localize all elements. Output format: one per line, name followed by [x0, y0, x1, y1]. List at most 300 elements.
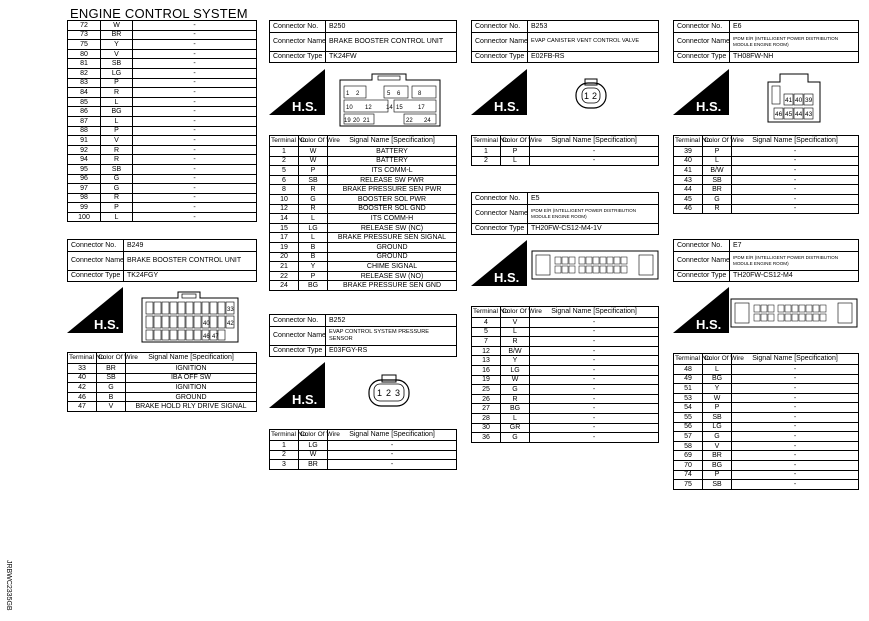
terminal-no-cell: 12	[270, 204, 299, 214]
signal-name-cell: -	[732, 204, 859, 214]
signal-name-header: Signal Name [Specification]	[530, 136, 659, 147]
wire-color-cell: L	[101, 97, 133, 107]
table-row	[68, 40, 257, 50]
terminal-no-cell: 19	[472, 375, 501, 385]
connector-name-label: Connector Name	[68, 251, 124, 270]
connector-name-label: Connector Name	[472, 204, 528, 223]
svg-text:39: 39	[805, 97, 813, 104]
terminal-no-cell: 98	[68, 193, 101, 203]
svg-text:43: 43	[805, 111, 813, 118]
table-row	[68, 97, 257, 107]
signal-name-cell: -	[530, 327, 659, 337]
svg-text:H.S.: H.S.	[696, 99, 722, 114]
wire-color-cell: SB	[101, 59, 133, 69]
connector-no-value: E6	[730, 21, 859, 33]
wire-color-cell: GR	[501, 423, 530, 433]
signal-name-cell: BATTERY	[328, 147, 457, 157]
connector-no-label: Connector No.	[472, 193, 528, 205]
connector-name-value: IPDM E/R (INTELLIGENT POWER DISTRIBUTION MODULE ENGINE ROOM)	[730, 251, 859, 270]
terminal-no-cell: 10	[270, 195, 299, 205]
svg-text:45: 45	[785, 111, 793, 118]
table-row	[270, 166, 457, 176]
terminal-table-b249	[67, 352, 257, 412]
signal-name-cell: -	[732, 480, 859, 490]
wire-color-cell: P	[101, 78, 133, 88]
signal-name-cell: -	[732, 374, 859, 384]
signal-name-cell: RELEASE SW (NO)	[328, 271, 457, 281]
connector-no-value: B250	[326, 21, 457, 33]
terminal-no-cell: 94	[68, 155, 101, 165]
signal-name-cell: -	[530, 413, 659, 423]
connector-type-label: Connector Type	[674, 270, 730, 282]
table-row	[68, 164, 257, 174]
table-row	[270, 460, 457, 470]
connector-no-label: Connector No.	[270, 315, 326, 327]
wire-color-cell: L	[299, 214, 328, 224]
terminal-no-cell: 57	[674, 432, 703, 442]
wire-color-header: Color Of Wire	[703, 354, 732, 365]
connector-face-b250	[338, 72, 442, 133]
terminal-no-cell: 19	[270, 242, 299, 252]
svg-text:5: 5	[387, 91, 391, 97]
wire-color-cell: L	[501, 156, 530, 166]
table-row	[68, 392, 257, 402]
signal-name-cell: -	[133, 30, 257, 40]
signal-name-cell: -	[133, 174, 257, 184]
table-row	[270, 281, 457, 291]
signal-name-header: Signal Name [Specification]	[328, 136, 457, 147]
wire-color-cell: LG	[299, 441, 328, 451]
wire-color-cell: LG	[101, 68, 133, 78]
terminal-no-cell: 83	[68, 78, 101, 88]
wire-color-cell: R	[501, 337, 530, 347]
signal-name-cell: -	[732, 441, 859, 451]
svg-text:41: 41	[785, 97, 793, 104]
signal-name-cell: BOOSTER SOL GND	[328, 204, 457, 214]
signal-name-cell: -	[133, 164, 257, 174]
svg-text:22: 22	[406, 118, 413, 124]
table-row	[68, 88, 257, 98]
table-row	[68, 107, 257, 117]
connector-type-label: Connector Type	[68, 270, 124, 282]
svg-text:46: 46	[203, 334, 210, 340]
terminal-no-cell: 95	[68, 164, 101, 174]
terminal-no-cell: 100	[68, 212, 101, 222]
wire-color-cell: G	[703, 195, 732, 205]
connector-name-label: Connector Name	[674, 251, 730, 270]
page-title: ENGINE CONTROL SYSTEM	[70, 6, 248, 21]
terminal-no-cell: 75	[68, 40, 101, 50]
table-row	[68, 364, 257, 374]
signal-name-cell: BATTERY	[328, 156, 457, 166]
table-row	[270, 271, 457, 281]
terminal-no-cell: 72	[68, 21, 101, 31]
table-row	[472, 413, 659, 423]
table-row	[68, 116, 257, 126]
terminal-no-cell: 8	[270, 185, 299, 195]
svg-text:44: 44	[795, 111, 803, 118]
signal-name-cell: -	[732, 460, 859, 470]
signal-name-cell: -	[732, 432, 859, 442]
signal-name-cell: -	[732, 413, 859, 423]
signal-name-cell: -	[328, 460, 457, 470]
wire-color-cell: V	[101, 136, 133, 146]
wire-color-cell: G	[101, 184, 133, 194]
svg-text:H.S.: H.S.	[696, 317, 722, 332]
table-row	[472, 385, 659, 395]
table-row	[270, 156, 457, 166]
wire-color-cell: BG	[501, 404, 530, 414]
terminal-no-cell: 88	[68, 126, 101, 136]
wire-color-cell: B	[299, 242, 328, 252]
signal-name-cell: -	[133, 68, 257, 78]
terminal-no-cell: 97	[68, 184, 101, 194]
connector-type-label: Connector Type	[472, 51, 528, 63]
hs-badge-e5	[471, 240, 527, 291]
table-row	[68, 174, 257, 184]
signal-name-cell: -	[133, 203, 257, 213]
signal-name-cell: -	[328, 450, 457, 460]
terminal-no-cell: 58	[674, 441, 703, 451]
connector-no-value: E7	[730, 240, 859, 252]
table-row	[270, 147, 457, 157]
table-row	[472, 147, 659, 157]
table-row	[674, 451, 859, 461]
terminal-no-cell: 46	[68, 392, 97, 402]
signal-name-cell: -	[133, 155, 257, 165]
terminal-table-e7	[673, 353, 859, 490]
signal-name-cell: -	[530, 404, 659, 414]
hs-badge-b252	[269, 362, 325, 413]
connector-type-label: Connector Type	[270, 345, 326, 357]
connector-face-e6	[766, 72, 822, 129]
svg-text:19: 19	[344, 118, 351, 124]
table-row	[674, 156, 859, 166]
table-row	[674, 147, 859, 157]
terminal-no-cell: 84	[68, 88, 101, 98]
connector-type-value: E02FB-RS	[528, 51, 659, 63]
table-row	[674, 441, 859, 451]
terminal-table-e6	[673, 135, 859, 214]
wire-color-cell: SB	[97, 373, 126, 383]
terminal-no-cell: 28	[472, 413, 501, 423]
terminal-no-cell: 70	[674, 460, 703, 470]
wire-color-cell: W	[299, 156, 328, 166]
connector-type-value: TK24FGY	[124, 270, 257, 282]
signal-name-header: Signal Name [Specification]	[732, 354, 859, 365]
connector-name-label: Connector Name	[674, 32, 730, 51]
hs-badge-b249	[67, 287, 123, 338]
terminal-no-cell: 49	[674, 374, 703, 384]
terminal-no-cell: 27	[472, 404, 501, 414]
terminal-no-cell: 44	[674, 185, 703, 195]
wire-color-cell: SB	[703, 413, 732, 423]
table-row	[68, 383, 257, 393]
signal-name-header: Signal Name [Specification]	[530, 307, 659, 318]
table-row	[674, 374, 859, 384]
signal-name-cell: -	[133, 88, 257, 98]
svg-text:2: 2	[386, 388, 392, 398]
signal-name-cell: -	[530, 337, 659, 347]
table-row	[68, 184, 257, 194]
terminal-no-cell: 26	[472, 394, 501, 404]
connector-type-value: TH08FW-NH	[730, 51, 859, 63]
signal-name-cell: -	[530, 356, 659, 366]
terminal-no-header: Terminal No.	[674, 354, 703, 365]
table-row	[674, 384, 859, 394]
table-row	[270, 441, 457, 451]
wire-color-cell: P	[501, 147, 530, 157]
table-row	[270, 233, 457, 243]
table-row	[68, 203, 257, 213]
wire-color-cell: W	[299, 147, 328, 157]
connector-name-value: EVAP CANISTER VENT CONTROL VALVE	[528, 32, 659, 51]
terminal-no-cell: 4	[472, 318, 501, 328]
svg-text:1: 1	[346, 91, 350, 97]
signal-name-cell: -	[530, 366, 659, 376]
terminal-no-cell: 20	[270, 252, 299, 262]
signal-name-cell: BRAKE HOLD RLY DRIVE SIGNAL	[126, 402, 257, 412]
svg-text:20: 20	[353, 118, 360, 124]
wire-color-cell: L	[501, 413, 530, 423]
table-row	[472, 423, 659, 433]
signal-name-cell: -	[732, 393, 859, 403]
svg-text:8: 8	[418, 91, 422, 97]
wire-color-cell: L	[501, 327, 530, 337]
terminal-no-cell: 82	[68, 68, 101, 78]
wire-color-cell: SB	[299, 175, 328, 185]
svg-text:H.S.: H.S.	[292, 392, 318, 407]
wire-color-cell: LG	[703, 422, 732, 432]
signal-name-cell: -	[530, 433, 659, 443]
terminal-no-cell: 2	[270, 156, 299, 166]
signal-name-header: Signal Name [Specification]	[732, 136, 859, 147]
table-row	[472, 366, 659, 376]
wire-color-cell: G	[501, 385, 530, 395]
terminal-no-cell: 54	[674, 403, 703, 413]
connector-type-value: TH20FW-CS12-M4-1V	[528, 223, 659, 235]
signal-name-cell: -	[530, 423, 659, 433]
svg-text:15: 15	[396, 105, 403, 111]
signal-name-cell: -	[133, 193, 257, 203]
terminal-no-cell: 24	[270, 281, 299, 291]
wire-color-cell: SB	[703, 175, 732, 185]
terminal-no-cell: 40	[68, 373, 97, 383]
terminal-no-cell: 39	[674, 147, 703, 157]
connector-info-b249	[67, 239, 257, 282]
wire-color-cell: BG	[299, 281, 328, 291]
wire-color-cell: L	[101, 212, 133, 222]
signal-name-cell: -	[133, 212, 257, 222]
wire-color-cell: B	[97, 392, 126, 402]
table-row	[674, 480, 859, 490]
svg-text:1: 1	[584, 91, 590, 101]
wire-color-header: Color Of Wire	[299, 136, 328, 147]
signal-name-cell: BRAKE PRESSURE SEN SIGNAL	[328, 233, 457, 243]
connector-info-e6	[673, 20, 859, 63]
wire-color-cell: G	[101, 174, 133, 184]
wire-color-cell: W	[101, 21, 133, 31]
wire-color-cell: P	[101, 126, 133, 136]
terminal-no-cell: 92	[68, 145, 101, 155]
terminal-no-cell: 6	[270, 175, 299, 185]
wire-color-cell: V	[101, 49, 133, 59]
svg-text:10: 10	[346, 105, 353, 111]
table-row	[270, 195, 457, 205]
connector-info-e5	[471, 192, 659, 235]
wire-color-cell: G	[97, 383, 126, 393]
terminal-no-header: Terminal No.	[472, 307, 501, 318]
signal-name-cell: -	[732, 470, 859, 480]
wire-color-cell: V	[703, 441, 732, 451]
wire-color-cell: B/W	[703, 166, 732, 176]
signal-name-cell: -	[732, 175, 859, 185]
table-row	[674, 175, 859, 185]
wire-color-cell: P	[101, 203, 133, 213]
connector-info-b250	[269, 20, 457, 63]
signal-name-cell: -	[732, 185, 859, 195]
svg-text:12: 12	[365, 105, 372, 111]
signal-name-cell: -	[133, 21, 257, 31]
table-row	[674, 393, 859, 403]
wire-color-cell: P	[299, 271, 328, 281]
terminal-table-b253	[471, 135, 659, 166]
table-row	[674, 204, 859, 214]
terminal-no-cell: 1	[270, 147, 299, 157]
table-row	[674, 195, 859, 205]
signal-name-cell: BRAKE PRESSURE SEN PWR	[328, 185, 457, 195]
terminal-no-cell: 1	[472, 147, 501, 157]
svg-text:14: 14	[386, 105, 393, 111]
signal-name-cell: -	[530, 394, 659, 404]
table-row	[472, 356, 659, 366]
terminal-no-cell: 13	[472, 356, 501, 366]
connector-type-label: Connector Type	[472, 223, 528, 235]
table-row	[674, 166, 859, 176]
table-row	[472, 337, 659, 347]
wire-color-cell: BG	[101, 107, 133, 117]
connector-name-value: BRAKE BOOSTER CONTROL UNIT	[326, 32, 457, 51]
terminal-no-cell: 5	[472, 327, 501, 337]
signal-name-cell: CHIME SIGNAL	[328, 262, 457, 272]
table-row	[270, 185, 457, 195]
terminal-no-cell: 30	[472, 423, 501, 433]
signal-name-cell: -	[530, 147, 659, 157]
signal-name-cell: IGNITION	[126, 364, 257, 374]
connector-no-label: Connector No.	[674, 240, 730, 252]
signal-name-cell: GROUND	[126, 392, 257, 402]
wire-color-cell: R	[101, 155, 133, 165]
signal-name-cell: -	[328, 441, 457, 451]
terminal-no-cell: 47	[68, 402, 97, 412]
table-row	[472, 375, 659, 385]
signal-name-cell: RELEASE SW PWR	[328, 175, 457, 185]
wire-color-cell: L	[299, 233, 328, 243]
wire-color-cell: P	[703, 470, 732, 480]
signal-name-cell: -	[133, 184, 257, 194]
wire-color-cell: V	[501, 318, 530, 328]
wire-color-cell: P	[703, 147, 732, 157]
svg-text:40: 40	[203, 321, 210, 327]
wire-color-cell: BR	[101, 30, 133, 40]
wire-color-header: Color Of Wire	[703, 136, 732, 147]
connector-name-value: EVAP CONTROL SYSTEM PRESSURE SENSOR	[326, 326, 457, 345]
signal-name-cell: IBA OFF SW	[126, 373, 257, 383]
signal-name-cell: -	[530, 385, 659, 395]
signal-name-cell: -	[133, 49, 257, 59]
connector-type-label: Connector Type	[674, 51, 730, 63]
terminal-no-cell: 73	[68, 30, 101, 40]
image-id: JRBWC2335GB	[5, 560, 12, 611]
table-row	[68, 212, 257, 222]
terminal-no-cell: 46	[674, 204, 703, 214]
terminal-no-cell: 2	[270, 450, 299, 460]
terminal-no-cell: 1	[270, 441, 299, 451]
svg-text:21: 21	[363, 118, 370, 124]
terminal-no-cell: 33	[68, 364, 97, 374]
terminal-no-cell: 2	[472, 156, 501, 166]
connector-face-e7	[730, 296, 858, 335]
table-row	[674, 403, 859, 413]
signal-name-cell: -	[133, 116, 257, 126]
terminal-no-cell: 21	[270, 262, 299, 272]
wire-color-header: Color Of Wire	[299, 430, 328, 441]
wire-color-cell: V	[97, 402, 126, 412]
table-row	[472, 433, 659, 443]
table-row	[270, 262, 457, 272]
connector-name-label: Connector Name	[270, 32, 326, 51]
connector-no-value: B253	[528, 21, 659, 33]
signal-name-cell: BOOSTER SOL PWR	[328, 195, 457, 205]
connector-type-value: TK24FW	[326, 51, 457, 63]
wire-color-cell: G	[501, 433, 530, 443]
signal-name-cell: -	[133, 59, 257, 69]
svg-text:H.S.: H.S.	[494, 99, 520, 114]
connector-info-e7	[673, 239, 859, 282]
table-row	[68, 30, 257, 40]
wire-color-cell: R	[101, 193, 133, 203]
wire-color-cell: BR	[299, 460, 328, 470]
terminal-no-header: Terminal No.	[674, 136, 703, 147]
svg-text:24: 24	[424, 118, 431, 124]
terminal-no-cell: 86	[68, 107, 101, 117]
connector-no-value: B249	[124, 240, 257, 252]
svg-text:33: 33	[227, 307, 234, 313]
table-row	[270, 175, 457, 185]
terminal-no-cell: 69	[674, 451, 703, 461]
connector-name-value: IPDM E/R (INTELLIGENT POWER DISTRIBUTION MODULE ENGINE ROOM)	[528, 204, 659, 223]
terminal-no-header: Terminal No.	[68, 353, 97, 364]
connector-info-b253	[471, 20, 659, 63]
signal-name-cell: -	[133, 126, 257, 136]
signal-name-cell: -	[732, 156, 859, 166]
table-row	[270, 214, 457, 224]
wire-color-cell: P	[703, 403, 732, 413]
wire-color-cell: B	[299, 252, 328, 262]
terminal-no-cell: 16	[472, 366, 501, 376]
wire-color-cell: R	[101, 88, 133, 98]
connector-type-value: E03FGY-RS	[326, 345, 457, 357]
table-row	[68, 193, 257, 203]
connector-no-label: Connector No.	[674, 21, 730, 33]
wire-color-cell: Y	[101, 40, 133, 50]
signal-name-cell: -	[133, 78, 257, 88]
table-row	[68, 21, 257, 31]
table-row	[472, 327, 659, 337]
wire-color-cell: W	[501, 375, 530, 385]
connector-no-value: E5	[528, 193, 659, 205]
table-row	[472, 318, 659, 328]
